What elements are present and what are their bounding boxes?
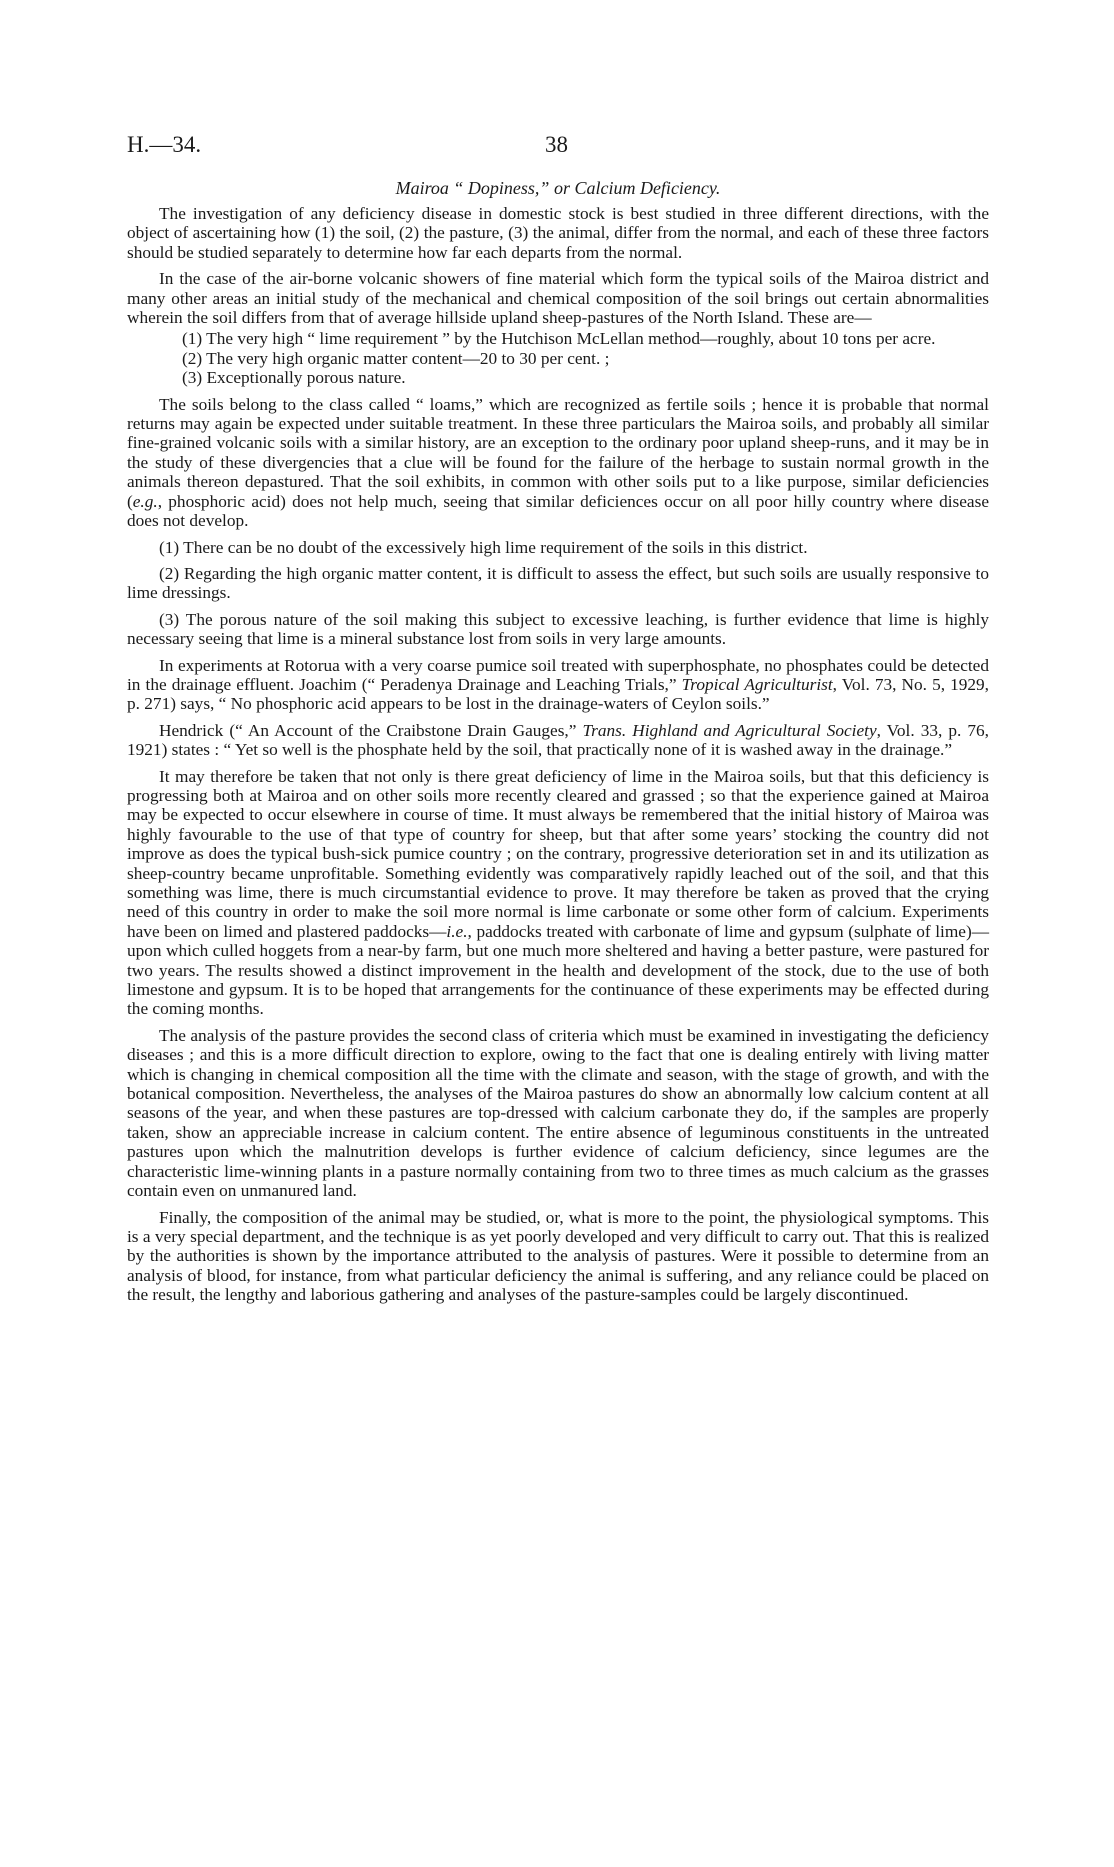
abnormalities-list [127, 329, 989, 387]
paragraph-1: The investigation of any deficiency disease in domestic stock is best studied in three different directions, with the object of ascertaining how (1) the soil, (2) the pasture, (3) the animal, differ from the normal, and each of these three factors should be studied separately to determine how far each departs from the normal. [127, 204, 989, 262]
paragraph-3: The soils belong to the class called “ loams,” which are recognized as fertile soils ; hence it is probable that normal returns may again be expected under suitable treatment. In these three particulars the Mairoa soils, and probably all similar fine-grained volcanic soils with a similar history, are an exception to the ordinary poor upland sheep-runs, and it may be in the study of these divergencies that a clue will be found for the failure of the herbage to sustain normal growth in the animals thereon depastured. That the soil exhibits, in common with other soils put to a like purpose, similar deficiencies (e.g., phosphoric acid) does not help much, seeing that similar deficiences occur on all poor hilly country where disease does not develop. [127, 394, 989, 531]
journal-title: Tropical Agriculturist [681, 674, 833, 694]
paragraph-2: In the case of the air-borne volcanic showers of fine material which form the typical soils of the Mairoa district and many other areas an initial study of the mechanical and chemical composition of the soil brings out certain abnormalities wherein the soil differs from that of average hillside upland sheep-pastures of the North Island. These are— [127, 269, 989, 328]
paragraph-10: The analysis of the pasture provides the second class of criteria which must be examined in investigating the deficiency diseases ; and this is a more difficult direction to explore, owing to the fact that one is dealing entirely with living matter which is changing in chemical composition all the time with the climate and season, with the stage of growth, and with the botanical composition. Nevertheless, the analyses of the Mairoa pastures do show an abnormally low calcium content at all seasons of the year, and when these pastures are top-dressed with calcium carbonate they do, if the samples are properly taken, show an appreciable increase in calcium content. The entire absence of leguminous constituents in the untreated pastures upon which the malnutrition develops is further evidence of calcium deficiency, since legumes are the characteristic lime-winning plants in a pasture normally containing from two to three times as much calcium as the grasses contain even on unmanured land. [127, 1025, 989, 1201]
body-text [127, 204, 989, 1312]
paragraph-11: Finally, the composition of the animal may be studied, or, what is more to the point, the physiological symptoms. This is a very special department, and the technique is as yet poorly developed and very difficult to carry out. That this is realized by the authorities is shown by the importance attributed to the analysis of pastures. Were it possible to determine from an analysis of blood, for instance, from what particular deficiency the animal is suffering, and any reliance could be placed on the result, the lengthy and laborious gathering and analyses of the pasture-samples could be largely discontinued. [127, 1207, 989, 1305]
section-title: Mairoa “ Dopiness,” or Calcium Deficiency. [395, 178, 721, 198]
paragraph-8: Hendrick (“ An Account of the Craibstone Drain Gauges,” Trans. Highland and Agricultural Society, Vol. 33, p. 76, 1921) states : “ Yet so well is the phosphate held by the soil, that practically none of it is washed away in the drainage.” [127, 720, 989, 760]
list-item: (3) Exceptionally porous nature. [182, 368, 406, 388]
paragraph-4: (1) There can be no doubt of the excessively high lime requirement of the soils in this district. [159, 537, 808, 557]
paragraph-9: It may therefore be taken that not only is there great deficiency of lime in the Mairoa soils, but that this deficiency is progressing both at Mairoa and on other soils more recently cleared and grassed ; so that the experience gained at Mairoa may be expected to occur elsewhere in course of time. It must always be remembered that the initial history of Mairoa was highly favourable to the use of that type of country for sheep, but that after some years’ stocking the country did not improve as does the typical bush-sick pumice country ; on the contrary, progressive deterioration set in and its utilization as sheep-country became unprofitable. Something evidently was comparatively rapidly leached out of the soil, and that this something was lime, there is much circumstantial evidence to prove. It may therefore be taken as proved that the crying need of this country in order to make the soil more normal is lime carbonate or some other form of calcium. Experiments have been on limed and plastered paddocks—i.e., paddocks treated with carbonate of lime and gypsum (sulphate of lime)—upon which culled hoggets from a near-by farm, but one much more sheltered and having a better pasture, were pastured for two years. The results showed a distinct improvement in the health and development of the stock, due to the use of both limestone and gypsum. It is to be hoped that arrangements for the continuance of these experiments may be effected during the coming months. [127, 766, 989, 1019]
page-number: 38 [545, 132, 568, 157]
journal-title: Trans. Highland and Agricultural Society [582, 720, 877, 740]
eg-abbreviation: e.g. [132, 491, 158, 511]
document-reference: H.—34. [127, 132, 202, 157]
paragraph-6: (3) The porous nature of the soil making this subject to excessive leaching, is further evidence that lime is highly necessary seeing that lime is a mineral substance lost from soils in very large amounts. [127, 609, 989, 649]
ie-abbreviation: i.e. [446, 921, 468, 941]
paragraph-5: (2) Regarding the high organic matter content, it is difficult to assess the effect, but such soils are usually responsive to lime dressings. [127, 563, 989, 603]
list-item: (2) The very high organic matter content—20 to 30 per cent. ; [182, 348, 610, 368]
page-header [127, 132, 989, 162]
list-item: (1) The very high “ lime requirement ” by the Hutchison McLellan method—roughly, about 10 tons per acre. [182, 329, 936, 349]
paragraph-7: In experiments at Rotorua with a very coarse pumice soil treated with superphosphate, no phosphates could be detected in the drainage effluent. Joachim (“ Peradenya Drainage and Leaching Trials,” Tropical Agriculturist, Vol. 73, No. 5, 1929, p. 271) says, “ No phosphoric acid appears to be lost in the drainage-waters of Ceylon soils.” [127, 655, 989, 714]
